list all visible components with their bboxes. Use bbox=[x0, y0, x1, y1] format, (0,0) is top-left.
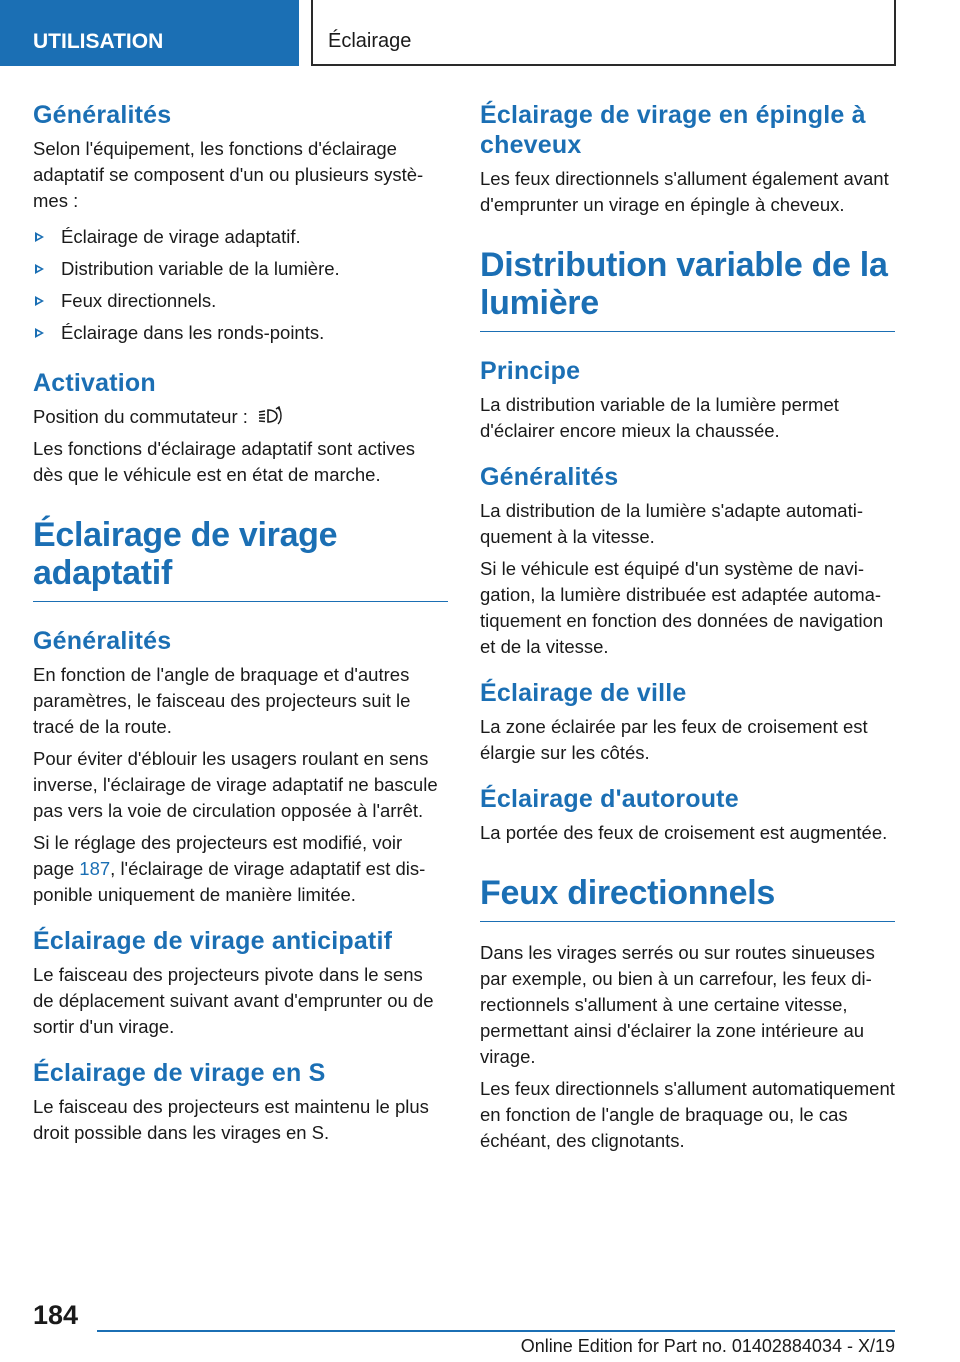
bullet-triangle-icon bbox=[35, 264, 44, 274]
paragraph-virages-serres: Dans les virages serrés ou sur routes sinueuses par exemple, ou bien à un carrefour, les feux directionnels s'allument à une certaine vitesse, permettant ainsi d'éclairer la zone intérieure au virage. bbox=[480, 942, 875, 1067]
paragraph-angle-braquage: En fonction de l'angle de braquage et d'autres paramètres, le faisceau des projecteurs suit le tracé de la route. bbox=[33, 664, 411, 737]
paragraph-anticipatif: Le faisceau des projecteurs pivote dans le sens de déplacement suivant avant d'emprunter ou de sortir d'un virage. bbox=[33, 964, 434, 1037]
heading-virage-anticipatif: Éclairage de virage anticipatif bbox=[33, 927, 393, 955]
feature-list bbox=[33, 224, 448, 346]
list-item: Distribution variable de la lumière. bbox=[33, 256, 448, 282]
paragraph-equipement: Selon l'équipement, les fonctions d'éclairage adaptatif se composent d'un ou plusieurs systèmes : bbox=[33, 138, 424, 211]
heading-eclairage-ville: Éclairage de ville bbox=[480, 679, 687, 707]
list-item: Feux directionnels. bbox=[33, 288, 448, 314]
paragraph-virage-en-s: Le faisceau des projecteurs est maintenu le plus droit possible dans les virages en S. bbox=[33, 1096, 429, 1143]
left-column bbox=[33, 100, 448, 1146]
heading-generalites-2: Généralités bbox=[33, 627, 172, 655]
heading-eclairage-autoroute: Éclairage d'autoroute bbox=[480, 785, 739, 813]
heading-feux-directionnels: Feux directionnels bbox=[480, 874, 895, 922]
footer-divider bbox=[97, 1330, 895, 1332]
heading-generalites: Généralités bbox=[33, 101, 172, 129]
bullet-triangle-icon bbox=[35, 232, 44, 242]
list-item: Éclairage dans les ronds-points. bbox=[33, 320, 448, 346]
paragraph-switch-position: Position du commutateur : bbox=[33, 404, 448, 430]
paragraph-eblouir: Pour éviter d'éblouir les usagers roulant en sens inverse, l'éclairage de virage adaptatif ne bascule pas vers la voie de circulation opposée à l'arrêt. bbox=[33, 748, 438, 821]
heading-virage-en-s: Éclairage de virage en S bbox=[33, 1059, 326, 1087]
paragraph-reglage: Si le réglage des projecteurs est modifié, voir page 187, l'éclairage de virage adaptatif est disponible uniquement de manière limitée. bbox=[33, 832, 426, 905]
paragraph-principe: La distribution variable de la lumière permet d'éclairer encore mieux la chaussée. bbox=[480, 394, 839, 441]
paragraph-activation: Les fonctions d'éclairage adaptatif sont actives dès que le véhicule est en état de marche. bbox=[33, 438, 415, 485]
light-switch-auto-icon bbox=[257, 406, 283, 426]
heading-activation: Activation bbox=[33, 369, 156, 397]
paragraph-feux-automatique: Les feux directionnels s'allument automatiquement en fonction de l'angle de braquage ou, le cas échéant, des clignotants. bbox=[480, 1078, 895, 1151]
page-header bbox=[0, 0, 960, 66]
paragraph-autoroute: La portée des feux de croisement est augmentée. bbox=[480, 822, 888, 843]
right-column bbox=[480, 100, 895, 1154]
heading-generalites-3: Généralités bbox=[480, 463, 619, 491]
paragraph-navigation: Si le véhicule est équipé d'un système de navigation, la lumière distribuée est adaptée automatiquement en fonction des données de navigation et de la vitesse. bbox=[480, 558, 884, 657]
page-link-187[interactable]: 187 bbox=[79, 858, 111, 879]
paragraph-vitesse: La distribution de la lumière s'adapte automatiquement à la vitesse. bbox=[480, 500, 864, 547]
chapter-tab[interactable]: UTILISATION bbox=[0, 0, 299, 66]
heading-principe: Principe bbox=[480, 357, 581, 385]
section-title: Éclairage bbox=[311, 0, 896, 66]
paragraph-ville: La zone éclairée par les feux de croisement est élargie sur les côtés. bbox=[480, 716, 868, 763]
bullet-triangle-icon bbox=[35, 328, 44, 338]
heading-epingle: Éclairage de virage en épingle à cheveux bbox=[480, 101, 866, 159]
heading-distribution-variable: Distribution variable de la lumière bbox=[480, 246, 895, 332]
page-number: 184 bbox=[33, 1300, 79, 1330]
heading-eclairage-virage-adaptatif: Éclairage de virage adaptatif bbox=[33, 516, 448, 602]
edition-note: Online Edition for Part no. 01402884034 - X/19 bbox=[520, 1336, 895, 1356]
list-item: Éclairage de virage adaptatif. bbox=[33, 224, 448, 250]
paragraph-epingle: Les feux directionnels s'allument également avant d'emprunter un virage en épingle à cheveux. bbox=[480, 168, 889, 215]
bullet-triangle-icon bbox=[35, 296, 44, 306]
